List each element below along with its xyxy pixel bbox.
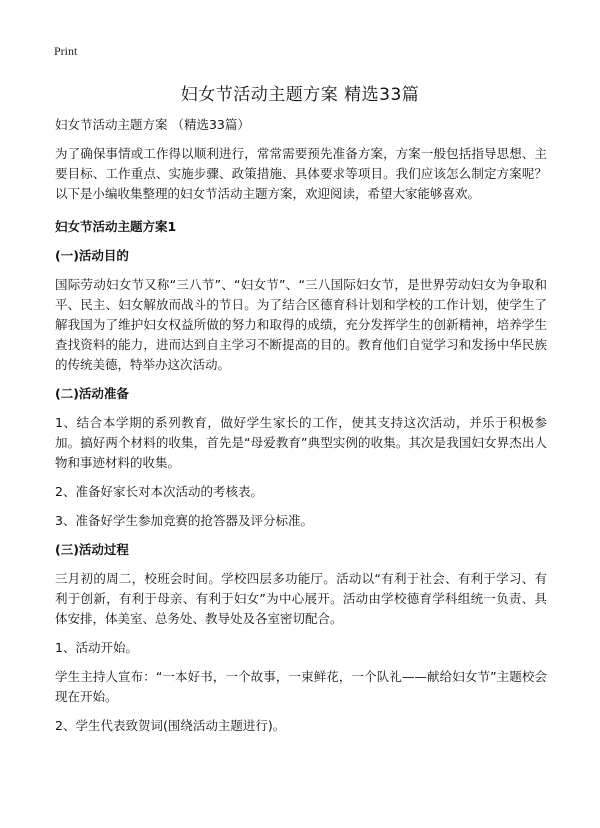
preparation-item-1: 1、结合本学期的系列教育，做好学生家长的工作，使其支持这次活动，并乐于积极参加。搞好两个材料的收集，首先是“母爱教育”典型实例的收集。其次是我国妇女界杰出人物和事迹材料的收集。 bbox=[55, 415, 547, 470]
process-heading: (三)活动过程 bbox=[55, 542, 129, 557]
process-item-1: 1、活动开始。 bbox=[55, 640, 138, 655]
preparation-item-3: 3、准备好学生参加竞赛的抢答器及评分标准。 bbox=[55, 513, 313, 528]
process-paragraph: 三月初的周二，校班会时间。学校四层多功能厅。活动以“有利于社会、有利于学习、有利于创新，有利于母亲、有利于妇女”为中心展开。活动由学校德育学科组统一负责、具体安排，体美室、总务处、教导处及各室密切配合。 bbox=[55, 571, 547, 626]
section-heading: 妇女节活动主题方案1 bbox=[55, 219, 177, 234]
purpose-heading: (一)活动目的 bbox=[55, 248, 129, 263]
purpose-paragraph: 国际劳动妇女节又称“三八节”、“妇女节”、“三八国际妇女节，是世界劳动妇女为争取和平、民主、妇女解放而战斗的节日。为了结合区德育科计划和学校的工作计划，使学生了解我国为了维护妇女权益所做的努力和取得的成绩，充分发挥学生的创新精神，培养学生查找资料的能力，进而达到自主学习不断提高的目的。教育他们自觉学习和发扬中华民族的传统美德，特举办这次活动。 bbox=[55, 277, 547, 372]
document-body bbox=[55, 116, 547, 745]
document-subtitle: 妇女节活动主题方案 （精选33篇） bbox=[55, 117, 250, 132]
preparation-heading: (二)活动准备 bbox=[55, 386, 129, 401]
intro-paragraph: 为了确保事情或工作得以顺利进行，常常需要预先准备方案，方案一般包括指导思想、主要目标、工作重点、实施步骤、政策措施、具体要求等项目。我们应该怎么制定方案呢？以下是小编收集整理的妇女节活动主题方案，欢迎阅读，希望大家能够喜欢。 bbox=[55, 146, 547, 201]
document-title: 妇女节活动主题方案 精选33篇 bbox=[180, 85, 420, 105]
preparation-item-2: 2、准备好家长对本次活动的考核表。 bbox=[55, 484, 263, 499]
process-item-2: 2、学生代表致贺词(围绕活动主题进行)。 bbox=[55, 718, 286, 733]
print-label: Print bbox=[54, 44, 78, 58]
host-announcement: 学生主持人宣布：“一本好书，一个故事，一束鲜花，一个队礼——献给妇女节”主题校会现在开始。 bbox=[55, 669, 547, 704]
